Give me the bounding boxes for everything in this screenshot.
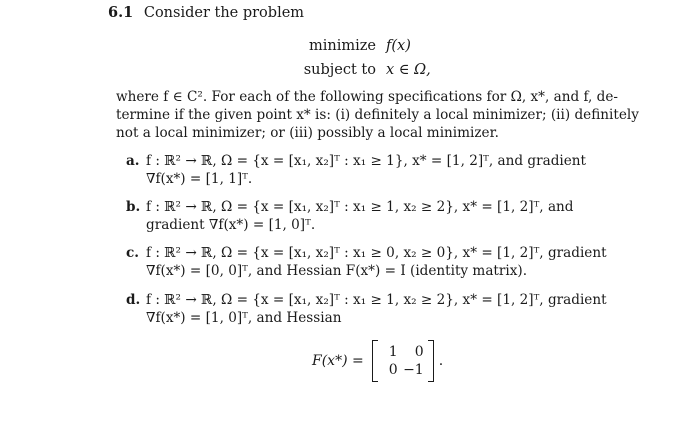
constraint-row <box>300 58 431 82</box>
part-line: ∇f(x*) = [1, 1]ᵀ. <box>146 171 253 187</box>
part-line: ∇f(x*) = [1, 0]ᵀ, and Hessian <box>146 310 342 326</box>
intro-line: not a local minimizer; or (iii) possibly a local minimizer. <box>116 125 499 141</box>
hessian-lhs: F(x*) = <box>312 353 364 369</box>
part-line: f : ℝ² → ℝ, Ω = {x = [x₁, x₂]ᵀ : x₁ ≥ 1, x₂ ≥ 2}, x* = [1, 2]ᵀ, gradient <box>146 292 607 308</box>
optimization-problem <box>300 34 431 82</box>
matrix-entries <box>378 343 428 379</box>
part-c <box>126 244 607 280</box>
part-letter: a. <box>126 153 140 169</box>
objective-row <box>300 34 431 58</box>
part-line: ∇f(x*) = [0, 0]ᵀ, and Hessian F(x*) = I (identity matrix). <box>146 263 528 279</box>
problem-number: 6.1 <box>108 4 134 21</box>
problem-heading <box>108 4 304 21</box>
part-line: f : ℝ² → ℝ, Ω = {x = [x₁, x₂]ᵀ : x₁ ≥ 0, x₂ ≥ 0}, x* = [1, 2]ᵀ, gradient <box>146 245 607 261</box>
minimize-label: minimize <box>309 38 376 54</box>
subject-to-label: subject to <box>303 62 376 78</box>
part-letter: d. <box>126 292 141 308</box>
part-line: f : ℝ² → ℝ, Ω = {x = [x₁, x₂]ᵀ : x₁ ≥ 1, x₂ ≥ 2}, x* = [1, 2]ᵀ, and <box>146 199 574 215</box>
constraint-expression: x ∈ Ω, <box>386 62 431 78</box>
part-line: f : ℝ² → ℝ, Ω = {x = [x₁, x₂]ᵀ : x₁ ≥ 1}, x* = [1, 2]ᵀ, and gradient <box>146 153 587 169</box>
objective-expression: f(x) <box>386 38 411 54</box>
intro-paragraph <box>116 88 639 142</box>
hessian-matrix-equation <box>312 340 443 382</box>
intro-line: termine if the given point x* is: (i) definitely a local minimizer; (ii) definitely <box>116 107 639 123</box>
matrix-entry: 0 <box>414 344 424 360</box>
right-bracket <box>428 340 434 382</box>
part-letter: c. <box>126 245 140 261</box>
part-letter: b. <box>126 199 141 215</box>
part-line: gradient ∇f(x*) = [1, 0]ᵀ. <box>146 217 316 233</box>
matrix-entry: 0 <box>388 362 398 378</box>
part-a <box>126 152 586 188</box>
matrix-entry: −1 <box>403 362 424 378</box>
part-b <box>126 198 574 234</box>
intro-line: where f ∈ C². For each of the following specifications for Ω, x*, and f, de- <box>116 89 619 105</box>
problem-heading-text: Consider the problem <box>143 5 305 21</box>
trailing-period: . <box>438 353 444 369</box>
matrix-entry: 1 <box>388 344 398 360</box>
part-d <box>126 291 607 327</box>
